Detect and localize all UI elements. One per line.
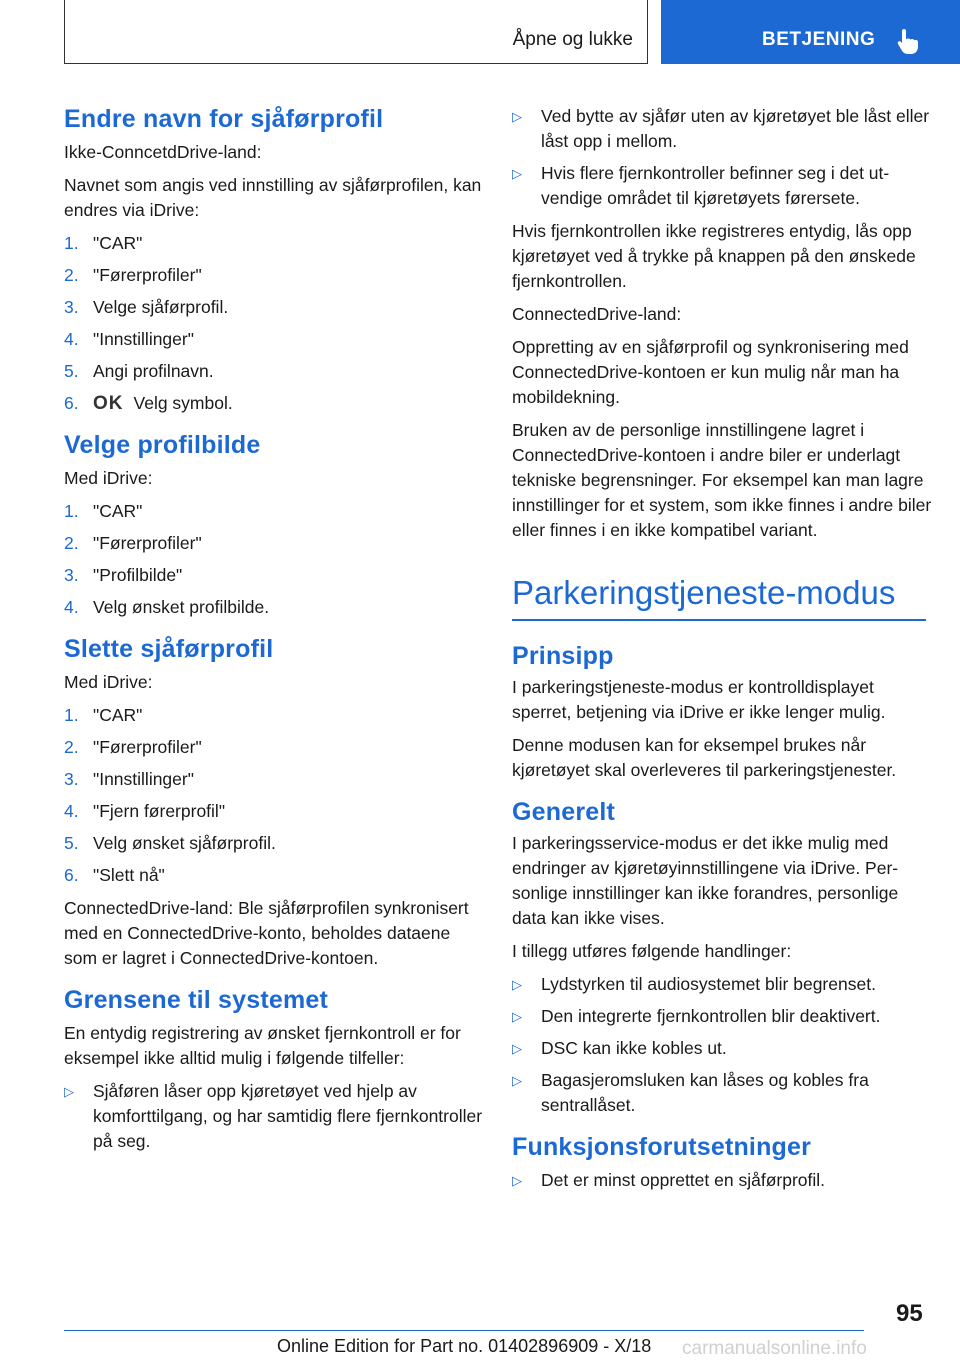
heading-rename-profile: Endre navn for sjåførprofil [64,105,384,133]
list-item [64,735,484,760]
footer-divider [64,1330,864,1331]
heading-prerequisites: Funksjonsforutsetninger [512,1133,812,1161]
heading-select-profile-picture: Velge profilbilde [64,431,261,459]
paragraph: Med iDrive: [64,468,153,488]
step-number: 4. [64,801,79,821]
list-item [64,499,484,524]
paragraph: Bruken av de personlige innstillingene lagret i ConnectedDrive-kontoen i andre biler er underlagt tekniske begrensninger. For eksempel kan man lagre innstillinger for et system, som ikke finnes i andre biler eller finnes i en ikke kompatibel variant. [512,420,932,540]
triangle-right-icon: ▷ [512,977,522,992]
step-text: "Førerprofiler" [93,533,202,553]
paragraph: Ikke-ConncetdDrive-land: [64,142,262,162]
paragraph: I parkeringsservice-modus er det ikke mulig med endringer av kjøretøyinnstillingene via iDrive. Personlige innstillinger kan ikke forandres, personlige data kan ikke vises. [512,833,899,928]
paragraph: ConnectedDrive-land: Ble sjåførprofilen synkronisert med en ConnectedDrive-konto, beholdes dataene som er lagret i ConnectedDrive-kontoen. [64,898,469,968]
list-item [64,563,484,588]
triangle-right-icon: ▷ [512,1073,522,1088]
right-column [512,102,932,1201]
step-text: Velg ønsket sjåførprofil. [93,833,276,853]
header-chapter-title: BETJENING [762,29,876,50]
paragraph: Navnet som angis ved innstilling av sjåførprofilen, kan endres via iDrive: [64,175,482,220]
step-text: "Innstillinger" [93,329,194,349]
step-number: 3. [64,565,79,585]
list-item [512,161,932,211]
step-number: 6. [64,393,79,413]
list-item [64,595,484,620]
bullets-prerequisites [512,1168,932,1193]
paragraph: Oppretting av en sjåførprofil og synkronisering med ConnectedDrive-kontoen er kun mulig når man ha mobildekning. [512,337,909,407]
list-item [64,1079,484,1154]
header-section-box [64,0,648,64]
heading-valet-mode: Parkeringstjeneste-modus [512,571,926,621]
step-number: 5. [64,833,79,853]
bullet-text: Ved bytte av sjåfør uten av kjøretøyet ble låst eller låst opp i mellom. [541,106,930,151]
heading-general: Generelt [512,798,616,826]
triangle-right-icon: ▷ [512,166,522,181]
heading-principle: Prinsipp [512,642,614,670]
list-item [64,799,484,824]
triangle-right-icon: ▷ [512,1009,522,1024]
step-text: "CAR" [93,501,143,521]
paragraph: Denne modusen kan for eksempel brukes når kjøretøyet skal overleveres til parkeringstjenester. [512,735,897,780]
triangle-right-icon: ▷ [512,1173,522,1188]
paragraph: I parkeringstjeneste-modus er kontrolldisplayet sperret, betjening via iDrive er ikke lenger mulig. [512,677,886,722]
step-number: 1. [64,233,79,253]
list-item [64,295,484,320]
ok-button-icon: OK [93,393,124,414]
bullet-text: Det er minst opprettet en sjåførprofil. [541,1170,825,1190]
list-item [64,231,484,256]
step-text: Velge sjåførprofil. [93,297,229,317]
bullets-general [512,972,932,1118]
paragraph: En entydig registrering av ønsket fjernkontroll er for eksempel ikke alltid mulig i følgende tilfeller: [64,1023,461,1068]
left-column [64,102,484,1162]
list-item [64,391,484,416]
list-item [512,1004,932,1029]
step-text: Velg ønsket profilbilde. [93,597,270,617]
bullet-text: Hvis flere fjernkontroller befinner seg i det utvendige området til kjøretøyets førersete. [541,163,890,208]
list-item [64,531,484,556]
bullets-system-limits [64,1079,484,1154]
list-item [64,767,484,792]
step-number: 6. [64,865,79,885]
steps-rename-profile [64,231,484,416]
list-item [64,703,484,728]
step-number: 2. [64,737,79,757]
steps-select-profile-picture [64,499,484,620]
step-number: 2. [64,533,79,553]
bullet-text: Lydstyrken til audiosystemet blir begrenset. [541,974,876,994]
list-item [64,831,484,856]
step-number: 3. [64,297,79,317]
step-text: "CAR" [93,233,143,253]
step-number: 2. [64,265,79,285]
header-chapter-box [661,0,960,64]
paragraph: Hvis fjernkontrollen ikke registreres entydig, lås opp kjøretøyet ved å trykke på knappen på den ønskede fjernkontrollen. [512,221,916,291]
header-section-title: Åpne og lukke [512,29,633,50]
step-text: "CAR" [93,705,143,725]
list-item [64,863,484,888]
bullet-text: Bagasjeromsluken kan låses og kobles fra sentrallåset. [541,1070,869,1115]
list-item [64,263,484,288]
heading-system-limits: Grensene til systemet [64,986,329,1014]
triangle-right-icon: ▷ [64,1084,74,1099]
step-text: "Innstillinger" [93,769,194,789]
step-number: 4. [64,597,79,617]
step-text: "Slett nå" [93,865,165,885]
steps-delete-profile [64,703,484,888]
bullets-continued [512,104,932,211]
triangle-right-icon: ▷ [512,109,522,124]
paragraph: Med iDrive: [64,672,153,692]
list-item [64,327,484,352]
list-item [512,1168,932,1193]
step-text: "Fjern førerprofil" [93,801,226,821]
pointing-hand-icon [893,26,923,56]
step-number: 1. [64,501,79,521]
heading-delete-profile: Slette sjåførprofil [64,635,274,663]
step-text: "Førerprofiler" [93,265,202,285]
list-item [512,972,932,997]
list-item [64,359,484,384]
step-number: 3. [64,769,79,789]
step-number: 1. [64,705,79,725]
list-item [512,104,932,154]
footer-edition: Online Edition for Part no. 01402896909 - X/18 [277,1336,652,1356]
triangle-right-icon: ▷ [512,1041,522,1056]
page-number: 95 [896,1300,923,1327]
bullet-text: Den integrerte fjernkontrollen blir deaktivert. [541,1006,881,1026]
step-number: 5. [64,361,79,381]
list-item [512,1036,932,1061]
step-text: "Profilbilde" [93,565,183,585]
paragraph: ConnectedDrive-land: [512,304,682,324]
bullet-text: DSC kan ikke kobles ut. [541,1038,727,1058]
paragraph: I tillegg utføres følgende handlinger: [512,941,792,961]
step-number: 4. [64,329,79,349]
watermark-logo: carmanualsonline.info [682,1338,867,1359]
step-text: Velg symbol. [133,393,233,413]
bullet-text: Sjåføren låser opp kjøretøyet ved hjelp av komforttilgang, og har samtidig flere fjernkontroller på seg. [93,1081,483,1151]
list-item [512,1068,932,1118]
step-text: "Førerprofiler" [93,737,202,757]
step-text: Angi profilnavn. [93,361,214,381]
